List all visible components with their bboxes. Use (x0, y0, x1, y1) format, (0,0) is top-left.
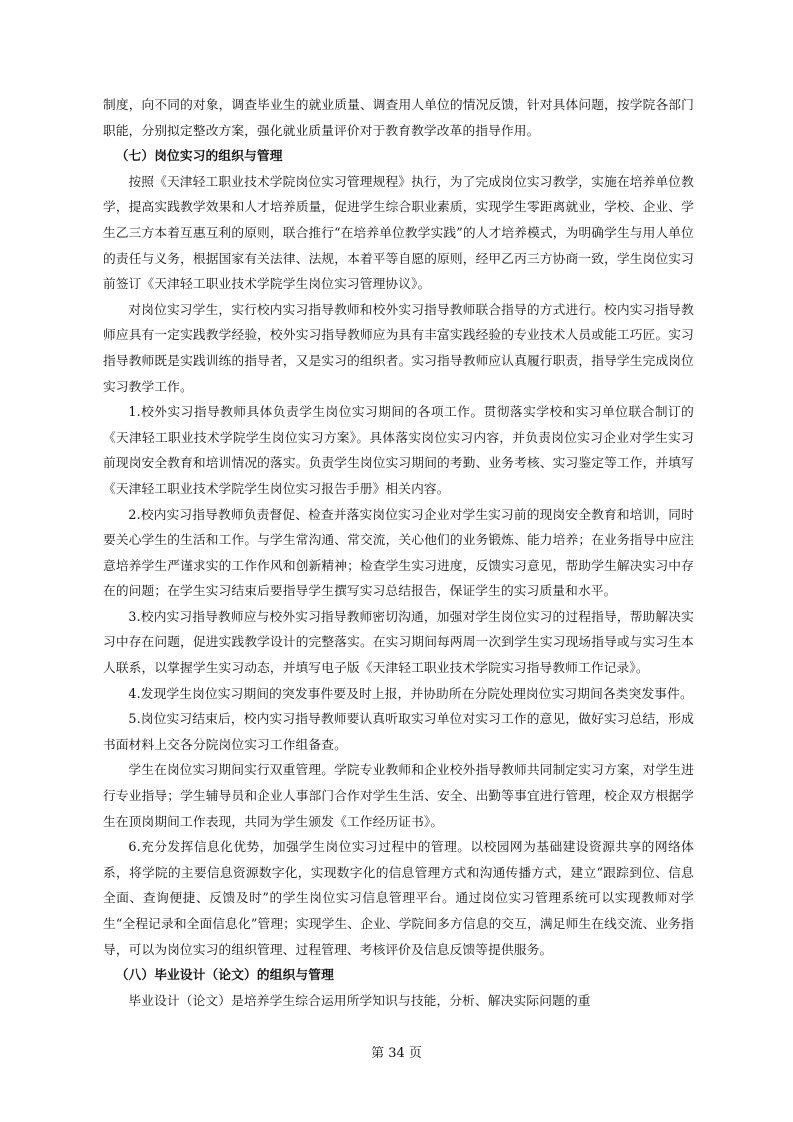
list-item-3: 3.校内实习指导教师应与校外实习指导教师密切沟通，加强对学生岗位实习的过程指导，帮助解决实习中存在问题，促进实践教学设计的完整落实。在实习期间每两周一次到学生实习现场指导或与实习生本人联系，以掌握学生实习动态，并填写电子版《天津轻工职业技术学院实习指导教师工作记录》。 (103, 608, 694, 676)
paragraph: 按照《天津轻工职业技术学院岗位实习管理规程》执行，为了完成岗位实习教学，实施在培养单位教学，提高实践教学效果和人才培养质量，促进学生综合职业素质，实现学生零距离就业，学校、企业、学生乙三方本着互惠互利的原则，联合推行“在培养单位教学实践”的人才培养模式，为明确学生与用人单位的责任与义务，根据国家有关法律、法规，本着平等自愿的原则，经甲乙丙三方协商一致，学生岗位实习前签订《天津轻工职业技术学院学生岗位实习管理协议》。 (103, 173, 694, 292)
paragraph-continued: 制度，向不同的对象，调查毕业生的就业质量、调查用人单位的情况反馈，针对具体问题，按学院各部门职能，分别拟定整改方案，强化就业质量评价对于教育教学改革的指导作用。 (103, 97, 694, 138)
page-number: 第 34 页 (371, 1046, 422, 1061)
list-item-5: 5.岗位实习结束后，校内实习指导教师要认真听取实习单位对实习工作的意见，做好实习总结，形成书面材料上交各分院岗位实习工作组备查。 (103, 711, 694, 752)
list-item-6: 6.充分发挥信息化优势，加强学生岗位实习过程中的管理。以校园网为基础建设资源共享的网络体系，将学院的主要信息资源数字化，实现数字化的信息管理方式和沟通传播方式，建立“跟踪到位、信息全面、查询便捷、反馈及时”的学生岗位实习信息管理平台。通过岗位实习管理系统可以实现教师对学生“全程记录和全面信息化”管理；实现学生、企业、学院间多方信息的交互，满足师生在线交流、业务指导，可以为岗位实习的组织管理、过程管理、考核评价及信息反馈等提供服务。 (103, 839, 694, 957)
paragraph: 对岗位实习学生，实行校内实习指导教师和校外实习指导教师联合指导的方式进行。校内实习指导教师应具有一定实践教学经验，校外实习指导教师应为具有丰富实践经验的专业技术人员或能工巧匠。实习指导教师既是实践训练的指导者，又是实习的组织者。实习指导教师应认真履行职责，指导学生完成岗位实习教学工作。 (103, 301, 694, 394)
list-item-2: 2.校内实习指导教师负责督促、检查并落实岗位实习企业对学生实习前的现岗安全教育和培训，同时要关心学生的生活和工作。与学生常沟通、常交流，关心他们的业务锻炼、能力培养；在业务指导中应注意培养学生严谨求实的工作作风和创新精神；检查学生实习进度，反馈实习意见，帮助学生解决实习中存在的问题；在学生实习结束后要指导学生撰写实习总结报告，保证学生的实习质量和水平。 (103, 506, 694, 599)
paragraph: 学生在岗位实习期间实行双重管理。学院专业教师和企业校外指导教师共同制定实习方案，对学生进行专业指导；学生辅导员和企业人事部门合作对学生生活、安全、出勤等事宜进行管理，校企双方根据学生在顶岗期间工作表现，共同为学生颁发《工作经历证书》。 (103, 762, 694, 829)
document-body (103, 92, 694, 1013)
section-heading-7: （七）岗位实习的组织与管理 (115, 148, 283, 164)
section-heading-8: （八）毕业设计（论文）的组织与管理 (115, 967, 334, 983)
list-item-4: 4.发现学生岗位实习期间的突发事件要及时上报，并协助所在分院处理岗位实习期间各类突发事件。 (128, 685, 693, 701)
paragraph-truncated: 毕业设计（论文）是培养学生综合运用所学知识与技能，分析、解决实际问题的重 (128, 992, 591, 1008)
list-item-1: 1.校外实习指导教师具体负责学生岗位实习期间的各项工作。贯彻落实学校和实习单位联合制订的《天津轻工职业技术学院学生岗位实习方案》。具体落实岗位实习内容，并负责岗位实习企业对学生实习前现岗安全教育和培训情况的落实。负责学生岗位实习期间的考勤、业务考核、实习鉴定等工作，并填写《天津轻工职业技术学院学生岗位实习报告手册》相关内容。 (103, 404, 694, 496)
